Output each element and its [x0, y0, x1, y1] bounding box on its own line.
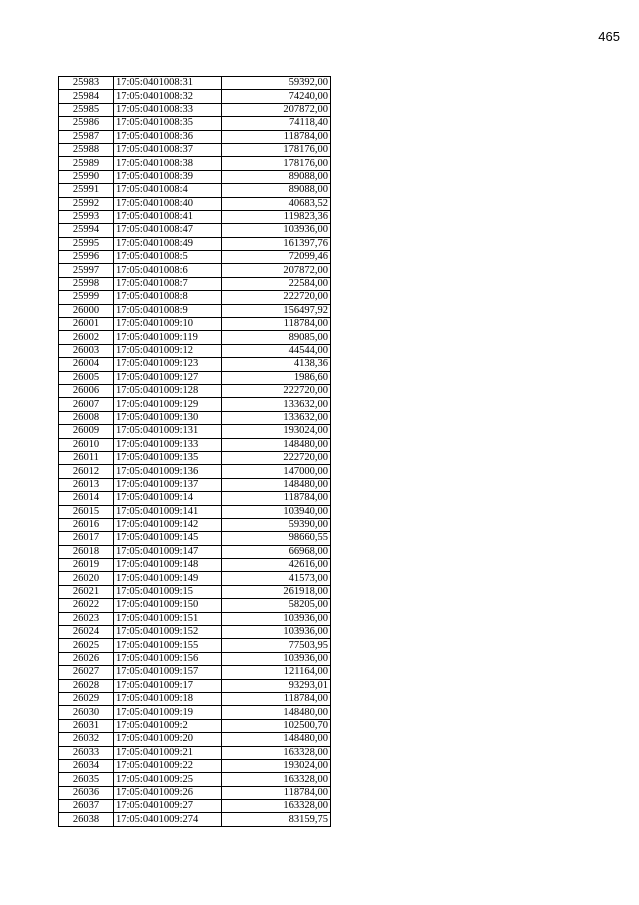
- row-number-cell: 26036: [59, 786, 114, 799]
- table-row: [59, 786, 331, 799]
- cadastral-number-cell: 17:05:0401009:127: [114, 371, 222, 384]
- value-cell: 207872,00: [222, 103, 331, 116]
- cadastral-number-cell: 17:05:0401009:26: [114, 786, 222, 799]
- value-cell: 98660,55: [222, 532, 331, 545]
- value-cell: 148480,00: [222, 478, 331, 491]
- table-row: [59, 773, 331, 786]
- cadastral-number-cell: 17:05:0401009:142: [114, 518, 222, 531]
- value-cell: 148480,00: [222, 706, 331, 719]
- row-number-cell: 25984: [59, 90, 114, 103]
- row-number-cell: 25985: [59, 103, 114, 116]
- table-row: [59, 237, 331, 250]
- row-number-cell: 26004: [59, 358, 114, 371]
- row-number-cell: 25986: [59, 117, 114, 130]
- cadastral-number-cell: 17:05:0401009:141: [114, 505, 222, 518]
- value-cell: 74118,40: [222, 117, 331, 130]
- row-number-cell: 25987: [59, 130, 114, 143]
- cadastral-number-cell: 17:05:0401009:129: [114, 398, 222, 411]
- row-number-cell: 26005: [59, 371, 114, 384]
- value-cell: 102500,70: [222, 719, 331, 732]
- value-cell: 148480,00: [222, 733, 331, 746]
- table-row: [59, 425, 331, 438]
- value-cell: 22584,00: [222, 277, 331, 290]
- cadastral-number-cell: 17:05:0401009:133: [114, 438, 222, 451]
- value-cell: 163328,00: [222, 773, 331, 786]
- table-row: [59, 103, 331, 116]
- value-cell: 58205,00: [222, 599, 331, 612]
- value-cell: 40683,52: [222, 197, 331, 210]
- table-row: [59, 184, 331, 197]
- value-cell: 161397,76: [222, 237, 331, 250]
- row-number-cell: 25995: [59, 237, 114, 250]
- row-number-cell: 26010: [59, 438, 114, 451]
- row-number-cell: 26023: [59, 612, 114, 625]
- row-number-cell: 25988: [59, 143, 114, 156]
- cadastral-number-cell: 17:05:0401009:128: [114, 384, 222, 397]
- value-cell: 4138,36: [222, 358, 331, 371]
- table-row: [59, 639, 331, 652]
- row-number-cell: 26008: [59, 411, 114, 424]
- value-cell: 72099,46: [222, 251, 331, 264]
- cadastral-number-cell: 17:05:0401009:22: [114, 759, 222, 772]
- table-row: [59, 599, 331, 612]
- value-cell: 207872,00: [222, 264, 331, 277]
- table-row: [59, 210, 331, 223]
- row-number-cell: 26032: [59, 733, 114, 746]
- row-number-cell: 26015: [59, 505, 114, 518]
- row-number-cell: 26011: [59, 451, 114, 464]
- cadastral-number-cell: 17:05:0401009:274: [114, 813, 222, 826]
- row-number-cell: 26017: [59, 532, 114, 545]
- cadastral-number-cell: 17:05:0401008:39: [114, 170, 222, 183]
- table-row: [59, 612, 331, 625]
- table-row: [59, 90, 331, 103]
- table-row: [59, 371, 331, 384]
- value-cell: 193024,00: [222, 425, 331, 438]
- row-number-cell: 26013: [59, 478, 114, 491]
- value-cell: 59390,00: [222, 518, 331, 531]
- table-row: [59, 157, 331, 170]
- table-row: [59, 759, 331, 772]
- row-number-cell: 26000: [59, 304, 114, 317]
- row-number-cell: 26001: [59, 318, 114, 331]
- cadastral-number-cell: 17:05:0401009:149: [114, 572, 222, 585]
- row-number-cell: 26035: [59, 773, 114, 786]
- data-table: [58, 76, 331, 827]
- table-row: [59, 358, 331, 371]
- cadastral-number-cell: 17:05:0401009:14: [114, 492, 222, 505]
- cadastral-number-cell: 17:05:0401009:148: [114, 559, 222, 572]
- cadastral-number-cell: 17:05:0401009:135: [114, 451, 222, 464]
- row-number-cell: 25996: [59, 251, 114, 264]
- row-number-cell: 26026: [59, 652, 114, 665]
- row-number-cell: 26016: [59, 518, 114, 531]
- table-row: [59, 585, 331, 598]
- value-cell: 118784,00: [222, 692, 331, 705]
- cadastral-number-cell: 17:05:0401009:15: [114, 585, 222, 598]
- row-number-cell: 26018: [59, 545, 114, 558]
- value-cell: 156497,92: [222, 304, 331, 317]
- table-row: [59, 143, 331, 156]
- cadastral-number-cell: 17:05:0401009:2: [114, 719, 222, 732]
- value-cell: 42616,00: [222, 559, 331, 572]
- table-row: [59, 170, 331, 183]
- table-row: [59, 652, 331, 665]
- table-row: [59, 719, 331, 732]
- value-cell: 133632,00: [222, 411, 331, 424]
- cadastral-number-cell: 17:05:0401009:131: [114, 425, 222, 438]
- table-row: [59, 465, 331, 478]
- value-cell: 89085,00: [222, 331, 331, 344]
- row-number-cell: 26006: [59, 384, 114, 397]
- row-number-cell: 26024: [59, 626, 114, 639]
- table-row: [59, 130, 331, 143]
- table-row: [59, 384, 331, 397]
- cadastral-number-cell: 17:05:0401009:137: [114, 478, 222, 491]
- row-number-cell: 26021: [59, 585, 114, 598]
- cadastral-number-cell: 17:05:0401008:32: [114, 90, 222, 103]
- cadastral-number-cell: 17:05:0401008:7: [114, 277, 222, 290]
- value-cell: 103936,00: [222, 626, 331, 639]
- table-row: [59, 398, 331, 411]
- row-number-cell: 26022: [59, 599, 114, 612]
- row-number-cell: 26033: [59, 746, 114, 759]
- row-number-cell: 26028: [59, 679, 114, 692]
- value-cell: 103940,00: [222, 505, 331, 518]
- cadastral-number-cell: 17:05:0401008:35: [114, 117, 222, 130]
- table-row: [59, 438, 331, 451]
- cadastral-number-cell: 17:05:0401009:123: [114, 358, 222, 371]
- value-cell: 59392,00: [222, 77, 331, 90]
- table-row: [59, 706, 331, 719]
- value-cell: 178176,00: [222, 157, 331, 170]
- table-row: [59, 451, 331, 464]
- row-number-cell: 26025: [59, 639, 114, 652]
- cadastral-number-cell: 17:05:0401009:157: [114, 666, 222, 679]
- cadastral-number-cell: 17:05:0401009:25: [114, 773, 222, 786]
- value-cell: 41573,00: [222, 572, 331, 585]
- table-row: [59, 291, 331, 304]
- table-row: [59, 666, 331, 679]
- table-row: [59, 304, 331, 317]
- row-number-cell: 26003: [59, 344, 114, 357]
- row-number-cell: 25989: [59, 157, 114, 170]
- value-cell: 89088,00: [222, 170, 331, 183]
- value-cell: 83159,75: [222, 813, 331, 826]
- cadastral-number-cell: 17:05:0401009:150: [114, 599, 222, 612]
- value-cell: 74240,00: [222, 90, 331, 103]
- cadastral-number-cell: 17:05:0401009:12: [114, 344, 222, 357]
- table-row: [59, 411, 331, 424]
- row-number-cell: 25991: [59, 184, 114, 197]
- value-cell: 163328,00: [222, 746, 331, 759]
- row-number-cell: 26020: [59, 572, 114, 585]
- row-number-cell: 26007: [59, 398, 114, 411]
- cadastral-number-cell: 17:05:0401008:38: [114, 157, 222, 170]
- table-row: [59, 505, 331, 518]
- value-cell: 103936,00: [222, 224, 331, 237]
- value-cell: 66968,00: [222, 545, 331, 558]
- cadastral-number-cell: 17:05:0401008:31: [114, 77, 222, 90]
- cadastral-number-cell: 17:05:0401009:156: [114, 652, 222, 665]
- cadastral-number-cell: 17:05:0401009:18: [114, 692, 222, 705]
- value-cell: 1986,60: [222, 371, 331, 384]
- cadastral-number-cell: 17:05:0401009:130: [114, 411, 222, 424]
- cadastral-number-cell: 17:05:0401009:119: [114, 331, 222, 344]
- cadastral-number-cell: 17:05:0401009:155: [114, 639, 222, 652]
- table-row: [59, 559, 331, 572]
- cadastral-number-cell: 17:05:0401009:20: [114, 733, 222, 746]
- value-cell: 163328,00: [222, 800, 331, 813]
- value-cell: 222720,00: [222, 451, 331, 464]
- row-number-cell: 25994: [59, 224, 114, 237]
- row-number-cell: 25998: [59, 277, 114, 290]
- cadastral-number-cell: 17:05:0401008:41: [114, 210, 222, 223]
- table-row: [59, 77, 331, 90]
- value-cell: 118784,00: [222, 318, 331, 331]
- cadastral-number-cell: 17:05:0401008:37: [114, 143, 222, 156]
- cadastral-number-cell: 17:05:0401008:36: [114, 130, 222, 143]
- row-number-cell: 25992: [59, 197, 114, 210]
- table-row: [59, 532, 331, 545]
- cadastral-number-cell: 17:05:0401008:9: [114, 304, 222, 317]
- table-row: [59, 813, 331, 826]
- row-number-cell: 26009: [59, 425, 114, 438]
- value-cell: 118784,00: [222, 786, 331, 799]
- table-row: [59, 197, 331, 210]
- table-body: [59, 77, 331, 827]
- cadastral-number-cell: 17:05:0401009:145: [114, 532, 222, 545]
- cadastral-number-cell: 17:05:0401009:151: [114, 612, 222, 625]
- table-row: [59, 117, 331, 130]
- value-cell: 119823,36: [222, 210, 331, 223]
- row-number-cell: 26038: [59, 813, 114, 826]
- page-number: 465: [598, 29, 620, 44]
- table-row: [59, 572, 331, 585]
- row-number-cell: 26029: [59, 692, 114, 705]
- value-cell: 222720,00: [222, 384, 331, 397]
- cadastral-number-cell: 17:05:0401009:10: [114, 318, 222, 331]
- cadastral-number-cell: 17:05:0401009:19: [114, 706, 222, 719]
- value-cell: 93293,01: [222, 679, 331, 692]
- table-row: [59, 518, 331, 531]
- value-cell: 121164,00: [222, 666, 331, 679]
- cadastral-number-cell: 17:05:0401008:49: [114, 237, 222, 250]
- cadastral-number-cell: 17:05:0401008:33: [114, 103, 222, 116]
- cadastral-number-cell: 17:05:0401008:47: [114, 224, 222, 237]
- cadastral-number-cell: 17:05:0401009:136: [114, 465, 222, 478]
- table-row: [59, 344, 331, 357]
- table-row: [59, 800, 331, 813]
- cadastral-number-cell: 17:05:0401008:5: [114, 251, 222, 264]
- row-number-cell: 26031: [59, 719, 114, 732]
- table-row: [59, 545, 331, 558]
- value-cell: 178176,00: [222, 143, 331, 156]
- row-number-cell: 25993: [59, 210, 114, 223]
- table-row: [59, 492, 331, 505]
- table-row: [59, 679, 331, 692]
- row-number-cell: 25990: [59, 170, 114, 183]
- value-cell: 193024,00: [222, 759, 331, 772]
- table-row: [59, 331, 331, 344]
- value-cell: 118784,00: [222, 492, 331, 505]
- row-number-cell: 26030: [59, 706, 114, 719]
- value-cell: 148480,00: [222, 438, 331, 451]
- row-number-cell: 25983: [59, 77, 114, 90]
- value-cell: 89088,00: [222, 184, 331, 197]
- cadastral-number-cell: 17:05:0401009:17: [114, 679, 222, 692]
- cadastral-number-cell: 17:05:0401008:8: [114, 291, 222, 304]
- table-row: [59, 733, 331, 746]
- cadastral-number-cell: 17:05:0401008:6: [114, 264, 222, 277]
- row-number-cell: 26012: [59, 465, 114, 478]
- value-cell: 118784,00: [222, 130, 331, 143]
- cadastral-number-cell: 17:05:0401009:152: [114, 626, 222, 639]
- cadastral-number-cell: 17:05:0401009:147: [114, 545, 222, 558]
- row-number-cell: 25997: [59, 264, 114, 277]
- row-number-cell: 26002: [59, 331, 114, 344]
- value-cell: 44544,00: [222, 344, 331, 357]
- row-number-cell: 26037: [59, 800, 114, 813]
- table-row: [59, 264, 331, 277]
- table-row: [59, 318, 331, 331]
- value-cell: 77503,95: [222, 639, 331, 652]
- table-row: [59, 277, 331, 290]
- value-cell: 261918,00: [222, 585, 331, 598]
- row-number-cell: 25999: [59, 291, 114, 304]
- table-row: [59, 224, 331, 237]
- table-row: [59, 251, 331, 264]
- cadastral-number-cell: 17:05:0401009:21: [114, 746, 222, 759]
- value-cell: 133632,00: [222, 398, 331, 411]
- value-cell: 103936,00: [222, 612, 331, 625]
- cadastral-number-cell: 17:05:0401009:27: [114, 800, 222, 813]
- table-row: [59, 692, 331, 705]
- cadastral-number-cell: 17:05:0401008:40: [114, 197, 222, 210]
- table-row: [59, 746, 331, 759]
- cadastral-number-cell: 17:05:0401008:4: [114, 184, 222, 197]
- row-number-cell: 26027: [59, 666, 114, 679]
- table-row: [59, 478, 331, 491]
- table-row: [59, 626, 331, 639]
- row-number-cell: 26034: [59, 759, 114, 772]
- value-cell: 147000,00: [222, 465, 331, 478]
- row-number-cell: 26019: [59, 559, 114, 572]
- row-number-cell: 26014: [59, 492, 114, 505]
- value-cell: 103936,00: [222, 652, 331, 665]
- value-cell: 222720,00: [222, 291, 331, 304]
